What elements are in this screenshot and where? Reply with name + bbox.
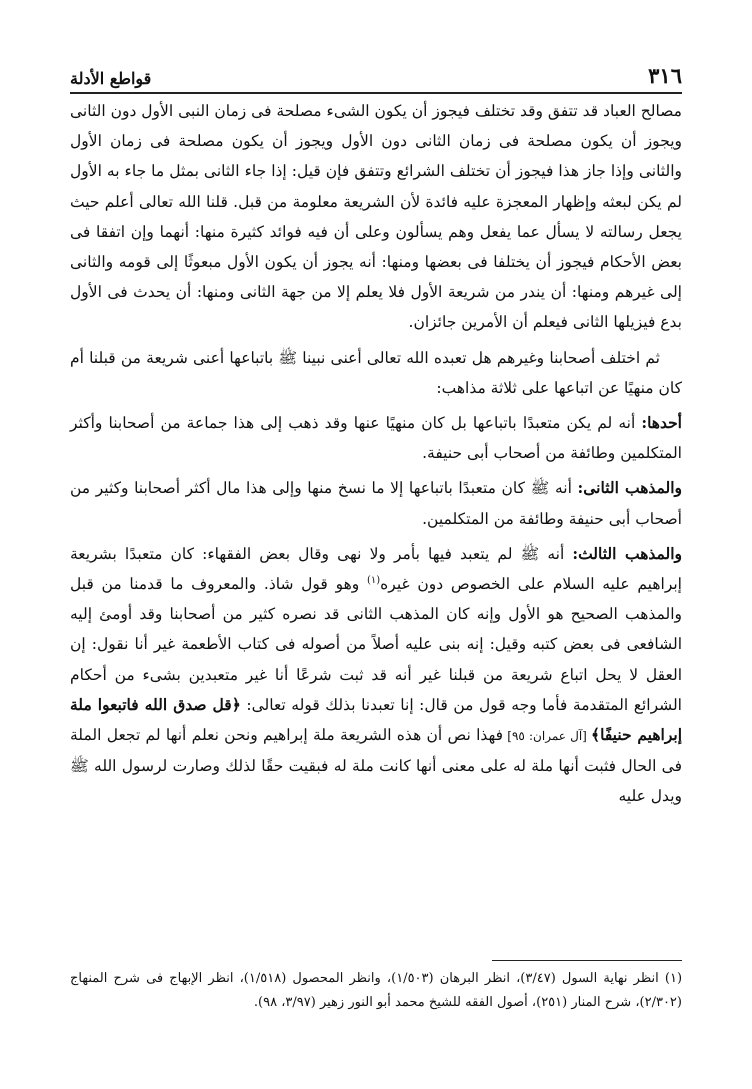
paragraph-text: فهذا نص أن هذه الشريعة ملة إبراهيم ونحن نعلم أنها لم تجعل الملة فى الحال فثبت أنها ملة له على معنى أنها كانت ملة له فبقيت حقًا لذلك وصارت لرسول الله ﷺ ويدل عليه <box>70 726 682 806</box>
opinion-heading: والمذهب الثانى: <box>577 478 682 498</box>
main-text <box>70 96 682 817</box>
paragraph-text: أنه ﷺ لم يتعبد فيها بأمر ولا نهى وقال بعض الفقهاء: كان متعبدًا بشريعة إبراهيم عليه السلام على الخصوص دون غيره <box>70 544 682 594</box>
paragraph-text: وهو قول شاذ. والمعروف ما قدمنا من قبل والمذهب الصحيح هو الأول وإنه كان المذهب الثانى قد نصره كثير من أصحابنا وقد أومئ إليه الشافعى فى بعض كتبه وقيل: إنه بنى عليه أصلاً من أصوله فى كتاب الأطعمة غير أنا نقول: إن العقل لا يحل اتباع شريعة من قبلنا غير أنه قد ثبت شرعًا أنا غير متعبدين بشىء من أحكام الشرائع المتقدمة فأما وجه قول من قال: إنا تعبدنا بذلك قوله تعالى: <box>70 575 682 714</box>
opinion-heading: أحدها: <box>641 413 682 433</box>
paragraph-text: أنه ﷺ كان متعبدًا باتباعها إلا ما نسخ منها وإلى هذا مال أكثر أصحابنا وكثير من أصحاب أبى حنيفة وطائفة من المتكلمين. <box>70 479 682 528</box>
paragraph-text: أنه لم يكن متعبدًا باتباعها بل كان منهيًا عنها وقد ذهب إلى هذا جماعة من أصحابنا وأكثر المتكلمين وطائفة من أصحاب أبى حنيفة. <box>70 414 682 463</box>
footnote-marker: (١) <box>366 574 381 586</box>
page-header <box>70 58 682 94</box>
paragraph-second-opinion <box>70 473 682 533</box>
running-title: قواطع الأدلة <box>70 69 152 88</box>
paragraph-third-opinion <box>70 539 682 812</box>
paragraph-text: مصالح العباد قد تتفق وقد تختلف فيجوز أن يكون الشىء مصلحة فى زمان النبى الأول دون الثانى ويجوز أن يكون مصلحة فى زمان الثانى دون الأول ويجوز أن يكون مصلحة فى زمان الأول والثانى وإذا جاز هذا فيجوز أن تختلف الشرائع وتتفق فإن قيل: إذا جاء الثانى بمثل ما جاء به الأول لم يكن لبعثه وإظهار المعجزة عليه فائدة لأن الشريعة معلومة من قبل. قلنا الله تعالى أعلم حيث يجعل رسالته لا يسأل عما يفعل وهم يسألون وعلى أن فيه فوائد كثيرة منها: أنهما وإن اتفقا فى بعض الأحكام فيجوز أن يختلفا فى بعضها ومنها: أنه يجوز أن يكون الأول مبعوثًا إلى قومه والثانى إلى غيرهم ومنها: أن يندر من شريعة الأول فلا يعلم إلا من جهة الثانى ومنها: أن يحدث فى الأول بدع فيزيلها الثانى فيعلم أن الأمرين جائزان. <box>70 102 682 332</box>
footnote-divider <box>492 960 682 961</box>
page-number: ٣١٦ <box>648 63 682 88</box>
footnotes <box>70 960 682 1015</box>
paragraph <box>70 343 682 403</box>
footnote: (١) انظر نهاية السول (٣/٤٧)، انظر البرهان (١/٥٠٣)، وانظر المحصول (١/٥١٨)، انظر الإبهاج فى شرح المنهاج (٢/٣٠٢)، شرح المنار (٢٥١)، أصول الفقه للشيخ محمد أبو النور زهير (٣/٩٧، ٩٨). <box>70 971 683 1010</box>
quran-quote: ﴿قل صدق الله فاتبعوا ملة إبراهيم حنيفًا﴾ <box>70 694 682 745</box>
paragraph-text: ثم اختلف أصحابنا وغيرهم هل تعبده الله تعالى أعنى نبينا ﷺ باتباعها أعنى شريعة من قبلنا أم كان منهيًا عن اتباعها على ثلاثة مذاهب: <box>70 348 682 397</box>
paragraph <box>70 96 682 338</box>
paragraph-first-opinion <box>70 408 682 468</box>
opinion-heading: والمذهب الثالث: <box>572 543 682 563</box>
quran-reference: [آل عمران: ٩٥] <box>503 729 592 744</box>
